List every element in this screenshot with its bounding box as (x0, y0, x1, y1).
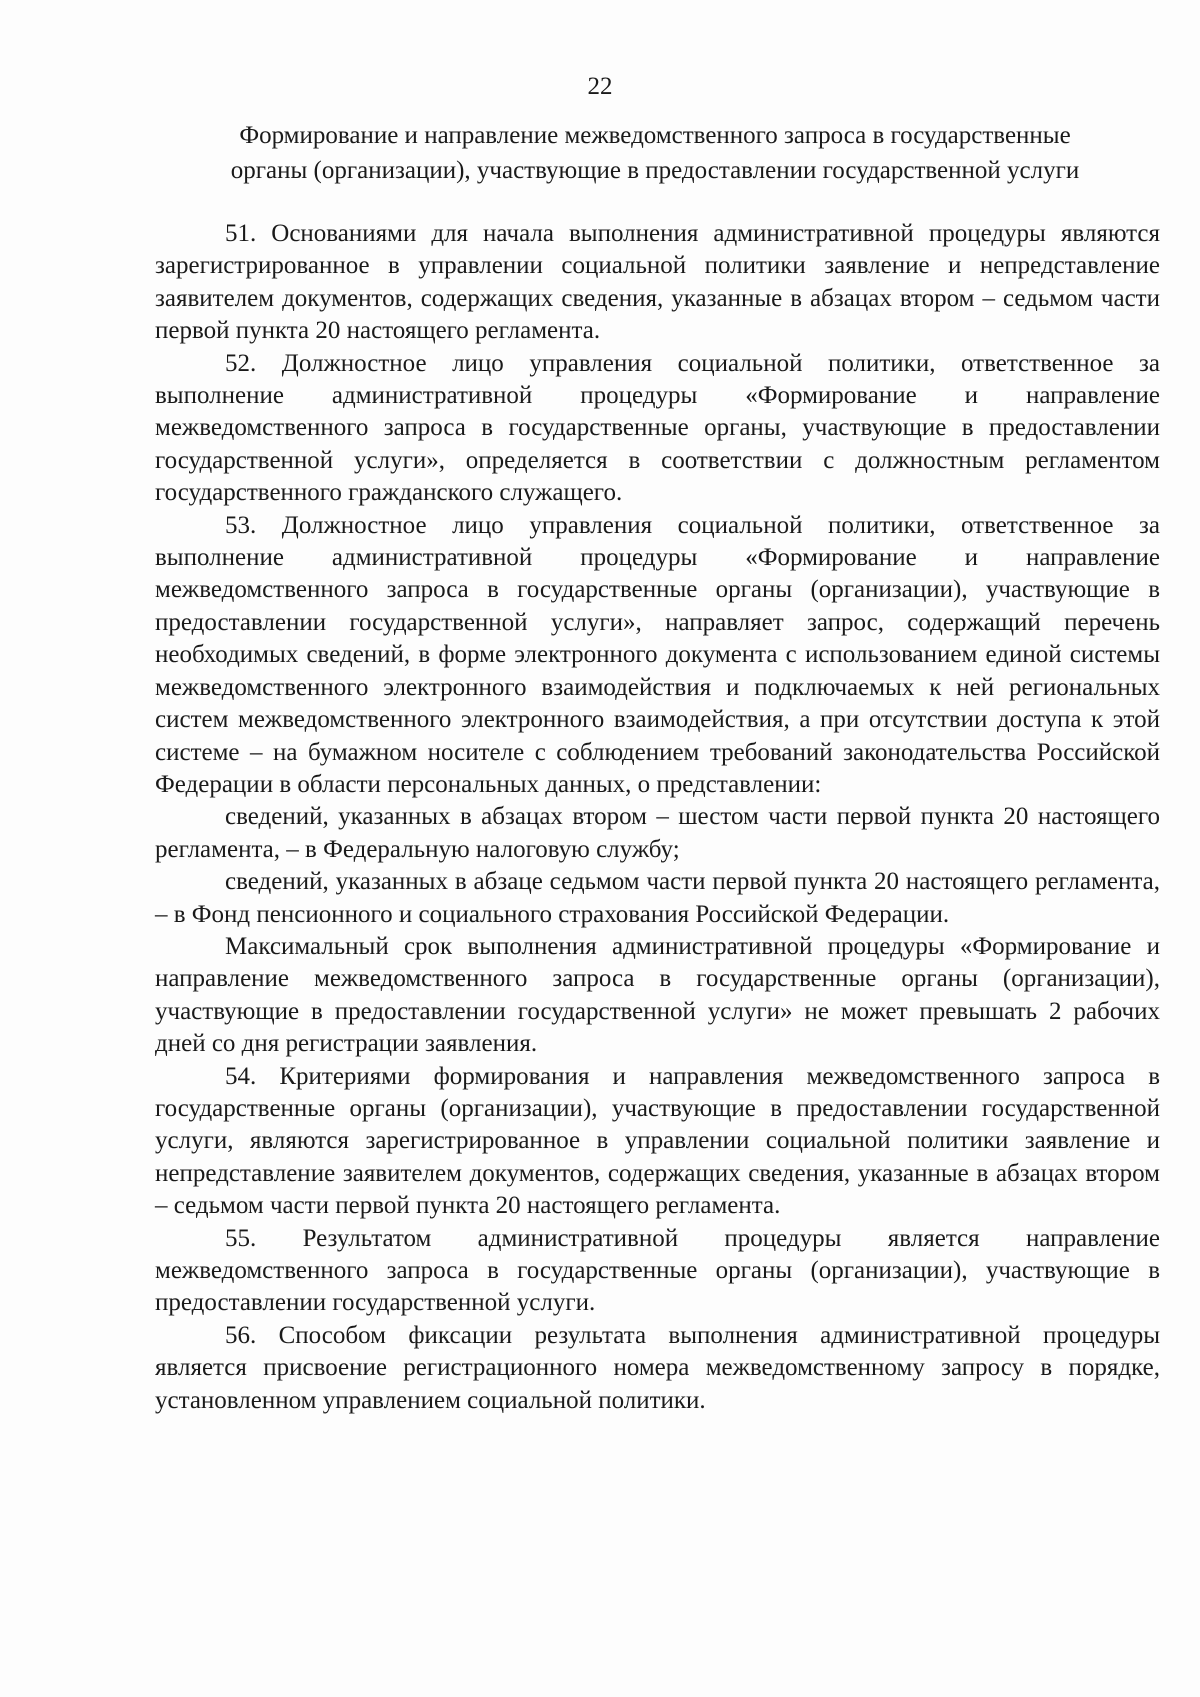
paragraph-56: 56. Способом фиксации результата выполнения административной процедуры является присвоение регистрационного номера межведомственному запросу в порядке, установленном управлением социальной политики. (155, 1321, 1160, 1414)
paragraph-55: 55. Результатом административной процедуры является направление межведомственного запроса в государственные органы (организации), участвующие в предоставлении государственной услуги. (155, 1224, 1160, 1317)
paragraph-54: 54. Критериями формирования и направления межведомственного запроса в государственные органы (организации), участвующие в предоставлении государственной услуги, являются зарегистрированное в управлении социальной политики заявление и непредставление заявителем документов, содержащих сведения, указанные в абзацах втором – седьмом части первой пункта 20 настоящего регламента. (155, 1062, 1160, 1220)
paragraph-51: 51. Основаниями для начала выполнения административной процедуры являются зарегистрированное в управлении социальной политики заявление и непредставление заявителем документов, содержащих сведения, указанные в абзацах втором – седьмом части первой пункта 20 настоящего регламента. (155, 220, 1160, 345)
paragraph-53-item-tax: сведений, указанных в абзацах втором – шестом части первой пункта 20 настоящего регламента, – в Федеральную налоговую службу; (155, 803, 1160, 863)
paragraph-53-item-fund: сведений, указанных в абзаце седьмом части первой пункта 20 настоящего регламента, – в Фонд пенсионного и социального страхования Российской Федерации. (155, 868, 1160, 928)
section-title-line-2: органы (организации), участвующие в предоставлении государственной услуги (230, 157, 1080, 184)
page-number: 22 (587, 73, 613, 100)
section-title (150, 118, 1160, 188)
paragraph-max-term: Максимальный срок выполнения административной процедуры «Формирование и направление межведомственного запроса в государственные органы (организации), участвующие в предоставлении государственной услуги» не может превышать 2 рабочих дней со дня регистрации заявления. (155, 932, 1160, 1058)
paragraph-52: 52. Должностное лицо управления социальной политики, ответственное за выполнение административной процедуры «Формирование и направление межведомственного запроса в государственные органы, участвующие в предоставлении государственной услуги», определяется в соответствии с должностным регламентом государственного гражданского служащего. (155, 349, 1160, 507)
paragraph-53: 53. Должностное лицо управления социальной политики, ответственное за выполнение административной процедуры «Формирование и направление межведомственного запроса в государственные органы (организации), участвующие в предоставлении государственной услуги», направляет запрос, содержащий перечень необходимых сведений, в форме электронного документа с использованием единой системы межведомственного электронного взаимодействия и подключаемых к ней региональных систем межведомственного электронного взаимодействия, а при отсутствии доступа к этой системе – на бумажном носителе с соблюдением требований законодательства Российской Федерации в области персональных данных, о представлении: (155, 511, 1160, 798)
section-title-line-1: Формирование и направление межведомственного запроса в государственные (239, 122, 1071, 149)
document-body (155, 218, 1160, 1417)
